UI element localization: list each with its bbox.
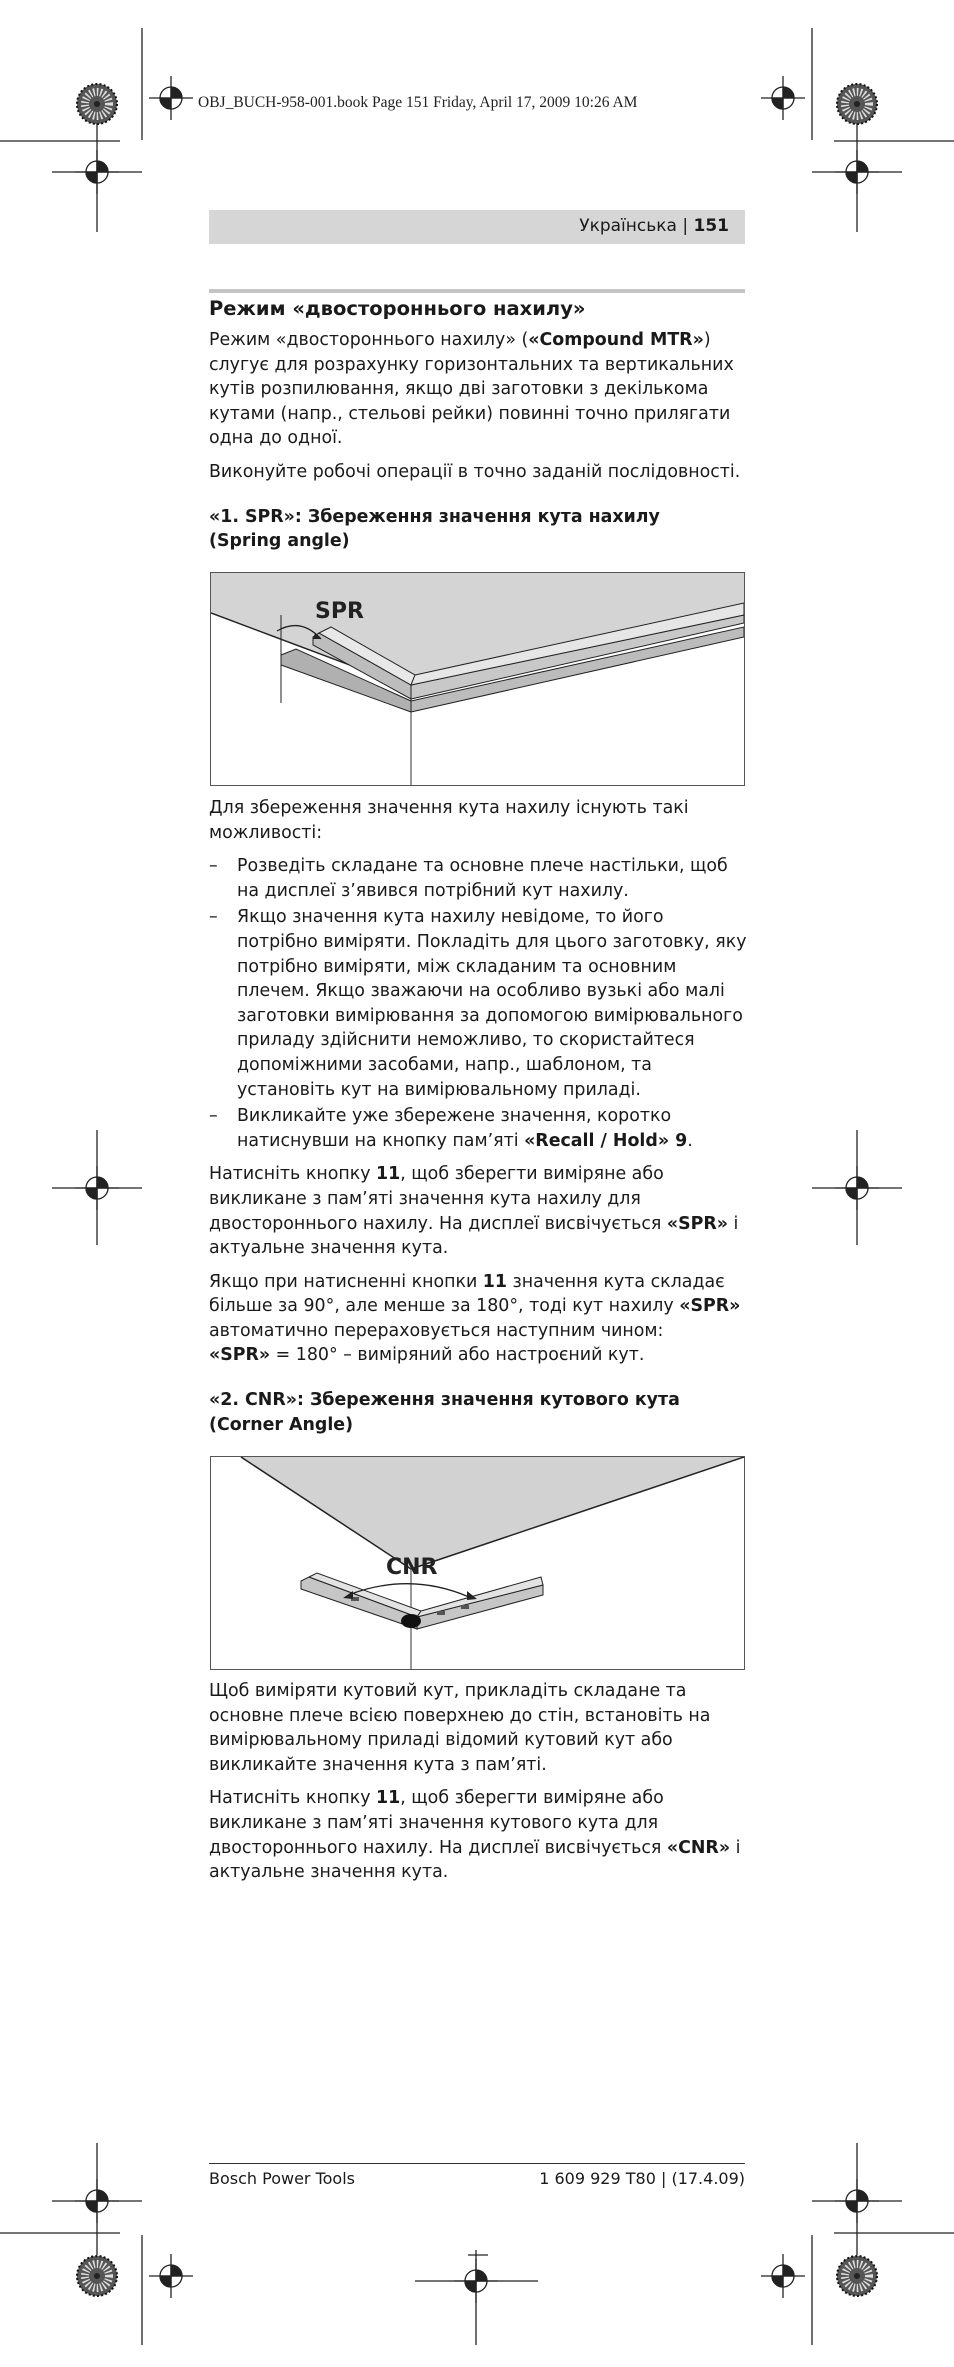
mode-name: «Compound MTR» xyxy=(528,330,704,350)
spring-angle-illustration xyxy=(211,573,744,785)
store-spr-paragraph: Натисніть кнопку 11, щоб зберегти виміряне або викликане з пам’яті значення кута нахилу для двостороннього нахилу. На дисплеї висвічується «SPR» і актуальне значення кута. xyxy=(209,1164,739,1259)
corner-angle-illustration xyxy=(211,1457,744,1669)
options-list xyxy=(209,854,749,1153)
sequence-note: Виконуйте робочі операції в точно заданій послідовності. xyxy=(209,461,741,482)
section-title: Режим «двостороннього нахилу» xyxy=(209,297,586,320)
header-language: Українська xyxy=(579,216,677,236)
page-number: 151 xyxy=(693,216,729,236)
book-file-info: OBJ_BUCH-958-001.book Page 151 Friday, April 17, 2009 10:26 AM xyxy=(198,94,638,111)
spr-conversion-paragraph: Якщо при натисненні кнопки 11 значення кута складає більше за 90°, але менше за 180°, тоді кут нахилу «SPR» автоматично перераховується наступним чином: «SPR» = 180° – виміряний або настроєний кут. xyxy=(209,1271,741,1366)
running-header xyxy=(209,210,745,244)
step1-body xyxy=(209,796,749,1437)
option-item: – Розведіть складане та основне плече настільки, щоб на дисплеї з’явився потрібний кут нахилу. xyxy=(209,854,749,903)
corner-angle-figure xyxy=(210,1456,745,1670)
header-text xyxy=(579,216,729,236)
option-item: – Якщо значення кута нахилу невідоме, то його потрібно виміряти. Покладіть для цього заготовку, яку потрібно виміряти, між складаним та основним плечем. Якщо зважаючи на особливо вузькі або малі заготовки вимірювання за допомогою вимірювального приладу здійснити неможливо, то скористайтеся допоміжними засобами, напр., шаблоном, та установіть кут на вимірювальному приладі. xyxy=(209,905,749,1102)
option-item: – Викликайте уже збережене значення, коротко натиснувши на кнопку пам’яті «Recall / Hold» 9. xyxy=(209,1104,749,1153)
section-rule xyxy=(209,289,745,293)
footer-doc-number: 1 609 929 T80 | (17.4.09) xyxy=(539,2169,745,2188)
corner-measure-paragraph: Щоб виміряти кутовий кут, прикладіть складане та основне плече всією поверхнею до стін, встановіть на вимірювальному приладі відомий кутовий кут або викликайте значення кута з пам’яті. xyxy=(209,1681,711,1775)
cnr-label: CNR xyxy=(386,1555,438,1580)
step2-body xyxy=(209,1679,749,1894)
spr-label: SPR xyxy=(315,599,364,624)
store-cnr-paragraph: Натисніть кнопку 11, щоб зберегти виміряне або викликане з пам’яті значення кутового кута для двостороннього нахилу. На дисплеї висвічується «CNR» і актуальне значення кута. xyxy=(209,1788,741,1883)
options-intro: Для збереження значення кута нахилу існують такі можливості: xyxy=(209,798,689,843)
spring-angle-figure xyxy=(210,572,745,786)
footer-brand: Bosch Power Tools xyxy=(209,2169,355,2188)
intro-block xyxy=(209,296,749,554)
recall-button-ref: «Recall / Hold» 9 xyxy=(524,1130,688,1151)
step2-heading: «2. CNR»: Збереження значення кутового кута (Corner Angle) xyxy=(209,1390,680,1435)
footer-rule xyxy=(209,2163,745,2164)
step1-heading: «1. SPR»: Збереження значення кута нахилу (Spring angle) xyxy=(209,506,660,552)
intro-paragraph: Режим «двостороннього нахилу» («Compound MTR») слугує для розрахунку горизонтальних та вертикальних кутів розпилювання, якщо дві заготовки з декількома кутами (напр., стельові рейки) повинні точно прилягати одна до одної. xyxy=(209,330,734,449)
header-separator: | xyxy=(682,216,689,236)
